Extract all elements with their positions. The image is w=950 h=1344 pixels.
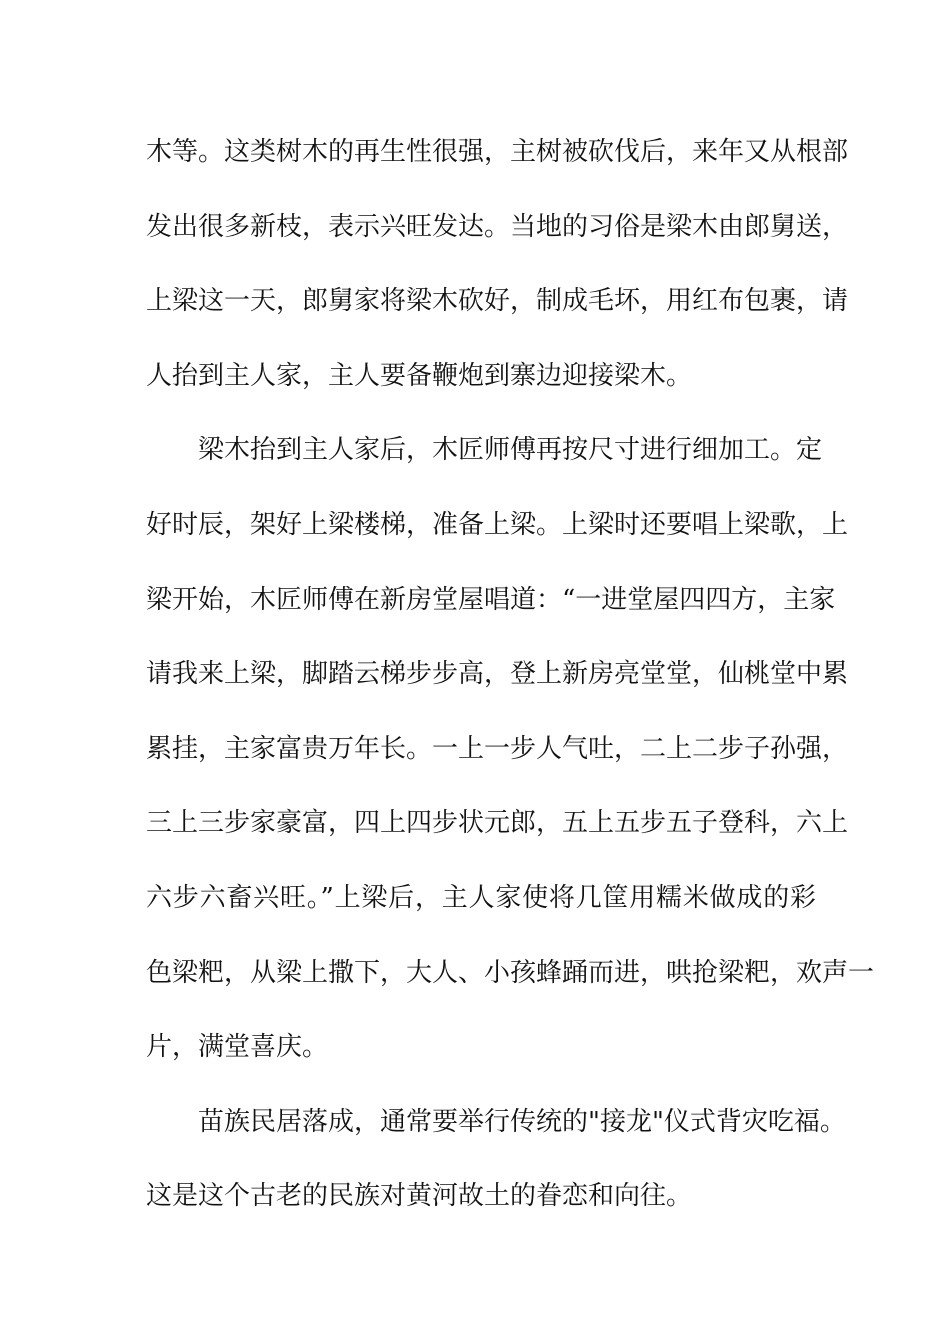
- text-line: 片，满堂喜庆。: [146, 1032, 329, 1063]
- text-line: 梁开始，木匠师傅在新房堂屋唱道：“一进堂屋四四方，主家: [146, 584, 836, 615]
- text-line: 三上三步家豪富，四上四步状元郎，五上五步五子登科，六上: [146, 808, 849, 839]
- text-line: 色梁粑，从梁上撒下，大人、小孩蜂踊而进，哄抢梁粑，欢声一: [146, 957, 875, 988]
- text-line: 木等。这类树木的再生性很强，主树被砍伐后，来年又从根部: [146, 137, 849, 167]
- text-line: 人抬到主人家，主人要备鞭炮到寨边迎接梁木。: [146, 360, 693, 391]
- body-text: [146, 126, 875, 1245]
- text-line: 好时辰，架好上梁楼梯，准备上梁。上梁时还要唱上梁歌，上: [146, 509, 849, 540]
- paragraph-first-line: 苗族民居落成，通常要举行传统的"接龙"仪式背灾吃福。: [198, 1106, 846, 1137]
- text-line: 六步六畜兴旺。”上梁后，主人家使将几筐用糯米做成的彩: [146, 882, 816, 913]
- text-line: 发出很多新枝，表示兴旺发达。当地的习俗是梁木由郎舅送，: [146, 211, 849, 242]
- text-line: 请我来上梁，脚踏云梯步步高，登上新房亮堂堂，仙桃堂中累: [146, 659, 849, 690]
- paragraph-first-line: 梁木抬到主人家后，木匠师傅再按尺寸进行细加工。定: [198, 435, 823, 466]
- text-line: 上梁这一天，郎舅家将梁木砍好，制成毛坏，用红布包裹，请: [146, 286, 849, 317]
- text-line: 累挂，主家富贵万年长。一上一步人气吐，二上二步子孙强，: [146, 733, 849, 764]
- text-line: 这是这个古老的民族对黄河故土的眷恋和向往。: [146, 1181, 693, 1212]
